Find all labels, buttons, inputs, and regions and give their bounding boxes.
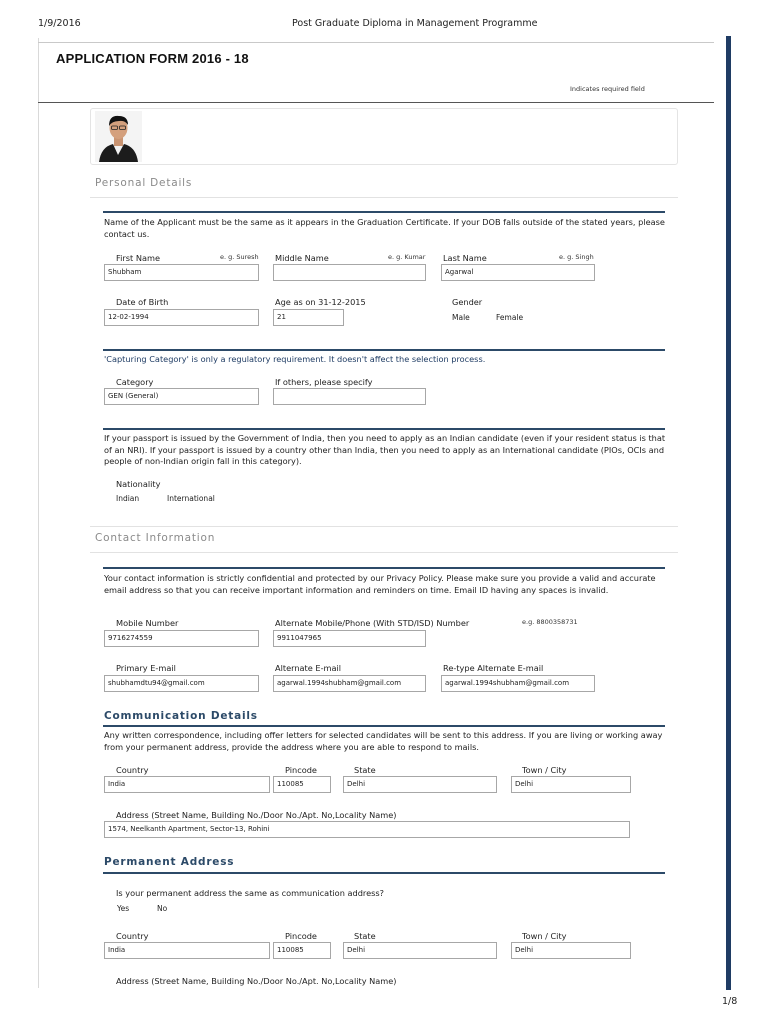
last-name-hint: e. g. Singh	[559, 253, 594, 261]
category-select[interactable]: GEN (General)	[104, 388, 259, 405]
contact-note-rule	[103, 567, 665, 569]
perm-town-input[interactable]: Delhi	[511, 942, 631, 959]
comm-pincode-label: Pincode	[285, 765, 317, 775]
comm-pincode-input[interactable]: 110085	[273, 776, 331, 793]
same-address-question: Is your permanent address the same as communication address?	[116, 888, 384, 898]
comm-address-label: Address (Street Name, Building No./Door No./Apt. No,Locality Name)	[116, 810, 397, 820]
header-bottom-rule	[38, 102, 714, 103]
alt-mobile-label: Alternate Mobile/Phone (With STD/ISD) Number	[275, 618, 470, 628]
required-note: Indicates required field	[570, 85, 645, 93]
alt-email-label: Alternate E-mail	[275, 663, 342, 673]
middle-name-label: Middle Name	[275, 253, 329, 263]
perm-pincode-label: Pincode	[285, 931, 317, 941]
print-date: 1/9/2016	[38, 18, 81, 29]
re-email-label: Re-type Alternate E-mail	[443, 663, 544, 673]
contact-top-rule	[90, 526, 678, 527]
personal-details-rule	[90, 197, 678, 198]
other-category-label: If others, please specify	[275, 377, 373, 387]
email-input[interactable]: shubhamdtu94@gmail.com	[104, 675, 259, 692]
same-address-yes[interactable]: Yes	[117, 904, 130, 913]
alt-mobile-input[interactable]: 9911047965	[273, 630, 426, 647]
same-address-no[interactable]: No	[157, 904, 168, 913]
panel-right-bar	[726, 36, 731, 990]
first-name-input[interactable]: Shubham	[104, 264, 259, 281]
email-label: Primary E-mail	[116, 663, 176, 673]
age-label: Age as on 31-12-2015	[275, 297, 366, 307]
category-note-rule	[103, 349, 665, 351]
panel-left-border	[38, 38, 39, 988]
nationality-option-indian[interactable]: Indian	[116, 494, 140, 503]
comm-country-select[interactable]: India	[104, 776, 270, 793]
other-category-input[interactable]	[273, 388, 426, 405]
re-email-input[interactable]: agarwal.1994shubham@gmail.com	[441, 675, 595, 692]
perm-address-label: Address (Street Name, Building No./Door No./Apt. No,Locality Name)	[116, 976, 397, 986]
personal-details-heading: Personal Details	[95, 177, 193, 189]
age-input[interactable]: 21	[273, 309, 344, 326]
applicant-photo	[95, 111, 142, 162]
alt-email-input[interactable]: agarwal.1994shubham@gmail.com	[273, 675, 426, 692]
nationality-option-international[interactable]: International	[167, 494, 215, 503]
mobile-input[interactable]: 9716274559	[104, 630, 259, 647]
gender-label: Gender	[452, 297, 483, 307]
form-title: APPLICATION FORM 2016 - 18	[56, 51, 249, 66]
passport-note: If your passport is issued by the Government of India, then you need to apply as an Indian candidate (even if your resident status is that of an NRI). If your passport is issued by a country other than India, then you need to apply as an International candidate (PIOs, OCIs and people of non-Indian origin fall in this category).	[104, 433, 666, 466]
dob-input[interactable]: 12-02-1994	[104, 309, 259, 326]
category-label: Category	[116, 377, 154, 387]
last-name-input[interactable]: Agarwal	[441, 264, 595, 281]
comm-state-label: State	[354, 765, 376, 775]
mobile-label: Mobile Number	[116, 618, 179, 628]
personal-note: Name of the Applicant must be the same as it appears in the Graduation Certificate. If your DOB falls outside of the stated years, please contact us.	[104, 217, 665, 239]
perm-state-select[interactable]: Delhi	[343, 942, 497, 959]
communication-note: Any written correspondence, including offer letters for selected candidates will be sent to this address. If you are living or working away from your permanent address, provide the address where you are able to respond to mails.	[104, 730, 663, 752]
perm-country-select[interactable]: India	[104, 942, 270, 959]
comm-country-label: Country	[116, 765, 149, 775]
perm-town-label: Town / City	[522, 931, 567, 941]
comm-address-input[interactable]: 1574, Neelkanth Apartment, Sector-13, Rohini	[104, 821, 630, 838]
perm-country-label: Country	[116, 931, 149, 941]
communication-heading: Communication Details	[104, 710, 258, 722]
photo-panel	[90, 108, 678, 165]
passport-note-rule	[103, 428, 665, 430]
gender-option-female[interactable]: Female	[496, 313, 524, 322]
communication-rule	[103, 725, 665, 727]
dob-label: Date of Birth	[116, 297, 169, 307]
permanent-heading: Permanent Address	[104, 856, 235, 868]
contact-heading: Contact Information	[95, 532, 216, 544]
category-note: 'Capturing Category' is only a regulatory requirement. It doesn't affect the selection process.	[104, 354, 486, 364]
nationality-label: Nationality	[116, 479, 161, 489]
personal-note-rule	[103, 211, 665, 213]
print-title: Post Graduate Diploma in Management Programme	[292, 18, 538, 29]
perm-state-label: State	[354, 931, 376, 941]
contact-rule	[90, 552, 678, 553]
first-name-label: First Name	[116, 253, 160, 263]
perm-pincode-input[interactable]: 110085	[273, 942, 331, 959]
comm-state-select[interactable]: Delhi	[343, 776, 497, 793]
gender-option-male[interactable]: Male	[452, 313, 470, 322]
middle-name-hint: e. g. Kumar	[388, 253, 426, 261]
alt-mobile-hint: e.g. 8800358731	[522, 618, 578, 626]
permanent-rule	[103, 872, 665, 874]
page-number: 1/8	[722, 996, 738, 1007]
comm-town-input[interactable]: Delhi	[511, 776, 631, 793]
header-top-rule	[38, 42, 714, 43]
comm-town-label: Town / City	[522, 765, 567, 775]
last-name-label: Last Name	[443, 253, 487, 263]
contact-note: Your contact information is strictly confidential and protected by our Privacy Policy. Please make sure you provide a valid and accurate email address so that you can receive important information and reminders on time. Email ID having any spaces is invalid.	[104, 573, 656, 595]
first-name-hint: e. g. Suresh	[220, 253, 259, 261]
middle-name-input[interactable]	[273, 264, 426, 281]
